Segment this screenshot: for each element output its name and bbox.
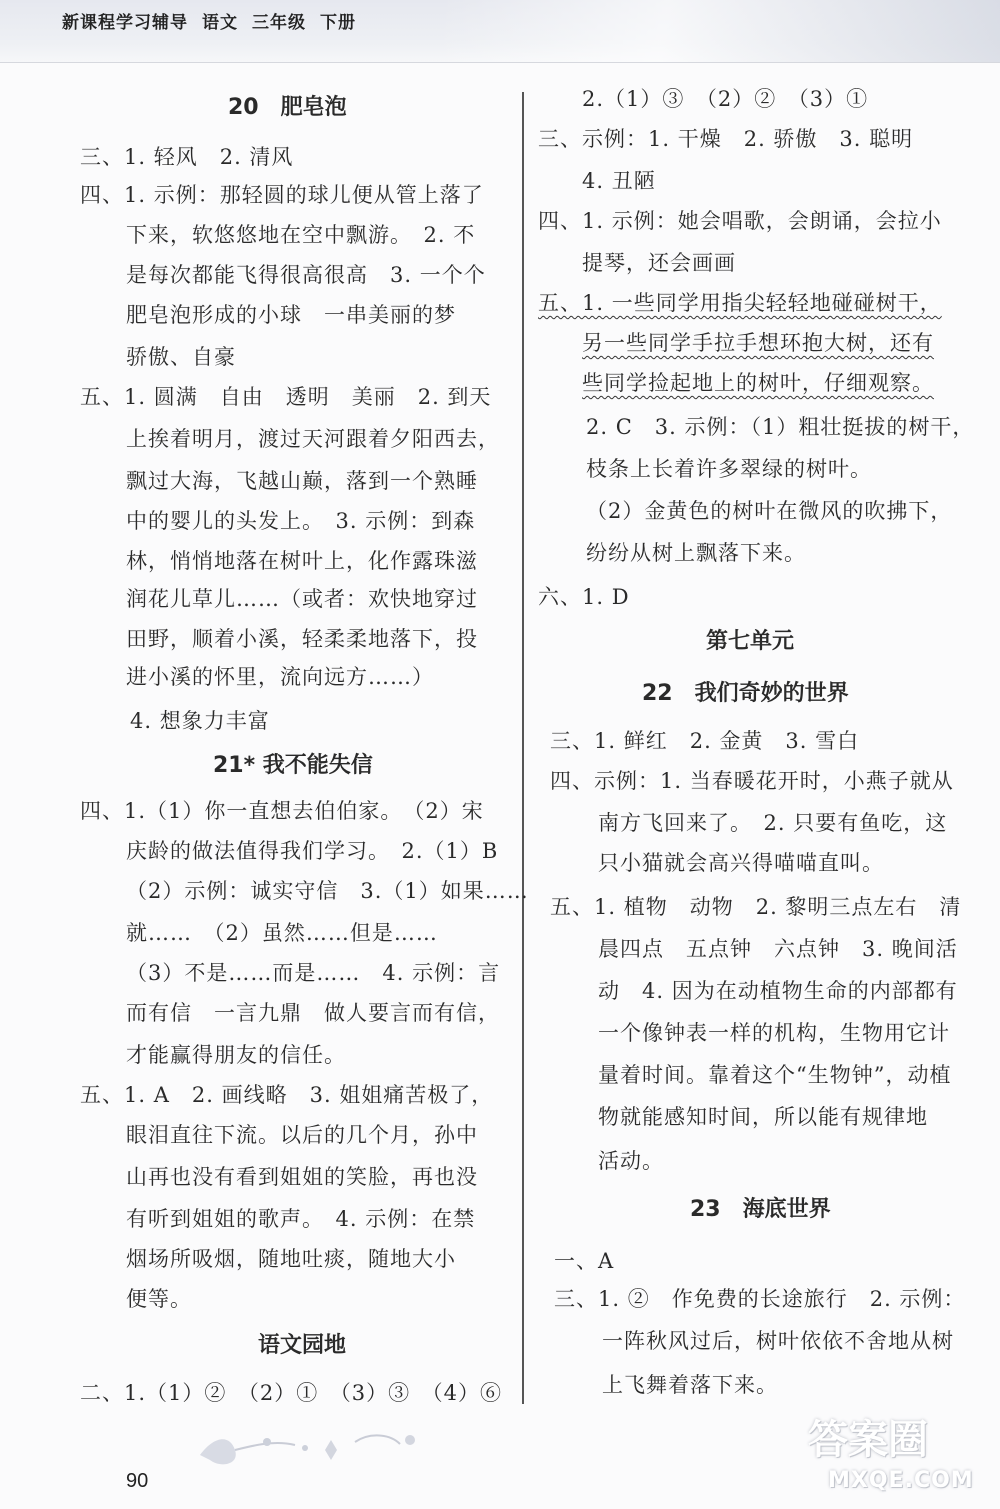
answer-line: 三、1. 鲜红 2. 金黄 3. 雪白 (550, 729, 860, 753)
answer-line: 一、A (554, 1249, 615, 1273)
answer-line: 五、1. 植物 动物 2. 黎明三点左右 清 (550, 895, 962, 919)
answer-line: 四、1. 示例：那轻圆的球儿便从管上落了 (80, 183, 484, 207)
answer-line: （2）金黄色的树叶在微风的吹拂下， (586, 499, 953, 523)
answer-line: 一个像钟表一样的机构，生物用它计 (598, 1021, 950, 1045)
answer-line: （3）不是……而是…… 4. 示例：言 (126, 961, 501, 985)
answer-line: 有听到姐姐的歌声。 4. 示例：在禁 (126, 1207, 476, 1231)
answer-line: 二、1.（1）② （2）① （3）③ （4）⑥ (80, 1381, 502, 1405)
section-title-20: 20 肥皂泡 (228, 95, 347, 120)
answer-line: 提琴，还会画画 (582, 251, 736, 275)
section-title-21: 21* 我不能失信 (213, 753, 373, 778)
answer-line: 四、1. 示例：她会唱歌，会朗诵，会拉小 (538, 209, 942, 233)
answer-line: 物就能感知时间，所以能有规律地 (598, 1105, 928, 1129)
answer-line: 进小溪的怀里，流向远方……） (126, 665, 434, 689)
answer-line: 五、1. 圆满 自由 透明 美丽 2. 到天 (80, 385, 492, 409)
answer-line: 一阵秋风过后，树叶依依不舍地从树 (602, 1329, 954, 1353)
answer-line: 4. 丑陋 (582, 169, 656, 193)
answer-line: 庆龄的做法值得我们学习。 2.（1）B (126, 839, 499, 863)
answer-line: 2.（1）③ （2）② （3）① (582, 87, 869, 111)
answer-line: 烟场所吸烟，随地吐痰，随地大小 (126, 1247, 456, 1271)
column-divider (522, 92, 524, 1404)
answer-line: 活动。 (598, 1149, 664, 1173)
answer-line: 眼泪直往下流。以后的几个月，孙中 (126, 1123, 478, 1147)
answer-line: 晨四点 五点钟 六点钟 3. 晚间活 (598, 937, 958, 961)
answer-line: 中的婴儿的头发上。 3. 示例：到森 (126, 509, 476, 533)
answer-line: 三、1. 轻风 2. 清风 (80, 145, 294, 169)
answer-line: 四、示例：1. 当春暖花开时，小燕子就从 (550, 769, 954, 793)
answer-line: 2. C 3. 示例：（1）粗壮挺拔的树干， (586, 415, 975, 439)
header-subject: 语文 (202, 13, 238, 33)
answer-line: 田野，顺着小溪，轻柔柔地落下，投 (126, 627, 478, 651)
answer-line: 是每次都能飞得很高很高 3. 一个个 (126, 263, 486, 287)
unit-title: 第七单元 (706, 629, 795, 654)
section-title-yuwen-yuandi: 语文园地 (258, 1333, 347, 1358)
answer-line: 上挨着明月，渡过天河跟着夕阳西去， (126, 427, 500, 451)
header-volume: 下册 (320, 13, 356, 33)
page-number: 90 (126, 1470, 149, 1492)
underlined-answer-line: 另一些同学手拉手想环抱大树，还有 (582, 331, 934, 355)
answer-line: 六、1. D (538, 585, 630, 609)
answer-line: 便等。 (126, 1287, 192, 1311)
underlined-answer-line: 五、1. 一些同学用指尖轻轻地碰碰树干， (538, 291, 942, 315)
answer-line: 动 4. 因为在动植物生命的内部都有 (598, 979, 958, 1003)
answer-line: 只小猫就会高兴得喵喵直叫。 (598, 851, 884, 875)
underlined-answer-line: 些同学捡起地上的树叶，仔细观察。 (582, 371, 934, 395)
answer-line: 南方飞回来了。 2. 只要有鱼吃，这 (598, 811, 948, 835)
answer-line: 五、1. A 2. 画线略 3. 姐姐痛苦极了， (80, 1083, 494, 1107)
watermark-logo-text: 答案圈 (808, 1417, 928, 1463)
answer-line: 量着时间。靠着这个“生物钟”，动植 (598, 1063, 952, 1087)
answer-line: 上飞舞着落下来。 (602, 1373, 778, 1397)
header-grade: 三年级 (252, 13, 306, 33)
answer-line: 4. 想象力丰富 (130, 709, 270, 733)
answer-line: （2）示例：诚实守信 3.（1）如果…… (126, 879, 529, 903)
answer-line: 飘过大海，飞越山巅，落到一个熟睡 (126, 469, 478, 493)
header-series: 新课程学习辅导 (62, 13, 188, 33)
answer-line: 三、示例：1. 干燥 2. 骄傲 3. 聪明 (538, 127, 914, 151)
decorative-flower-icon (195, 1420, 455, 1470)
section-title-22: 22 我们奇妙的世界 (642, 681, 849, 706)
answer-line: 骄傲、自豪 (126, 345, 236, 369)
running-header (62, 8, 370, 33)
site-watermark (790, 1408, 995, 1506)
answer-line: 山再也没有看到姐姐的笑脸，再也没 (126, 1165, 478, 1189)
answer-line: 才能赢得朋友的信任。 (126, 1043, 346, 1067)
answer-line: 就…… （2）虽然……但是…… (126, 921, 438, 945)
answer-line: 肥皂泡形成的小球 一串美丽的梦 (126, 303, 456, 327)
answer-line: 林，悄悄地落在树叶上，化作露珠滋 (126, 549, 478, 573)
header-decoration (440, 0, 1000, 62)
answer-line: 纷纷从树上飘落下来。 (586, 541, 806, 565)
answer-line: 枝条上长着许多翠绿的树叶。 (586, 457, 872, 481)
answer-line: 四、1.（1）你一直想去伯伯家。 （2）宋 (80, 799, 484, 823)
answer-line: 润花儿草儿……（或者：欢快地穿过 (126, 587, 478, 611)
watermark-url: MXQE.COM (828, 1468, 974, 1493)
answer-line: 下来，软悠悠地在空中飘游。 2. 不 (126, 223, 476, 247)
answer-line: 三、1. ② 作免费的长途旅行 2. 示例： (554, 1287, 966, 1311)
answer-line: 而有信 一言九鼎 做人要言而有信， (126, 1001, 500, 1025)
section-title-23: 23 海底世界 (690, 1197, 831, 1222)
